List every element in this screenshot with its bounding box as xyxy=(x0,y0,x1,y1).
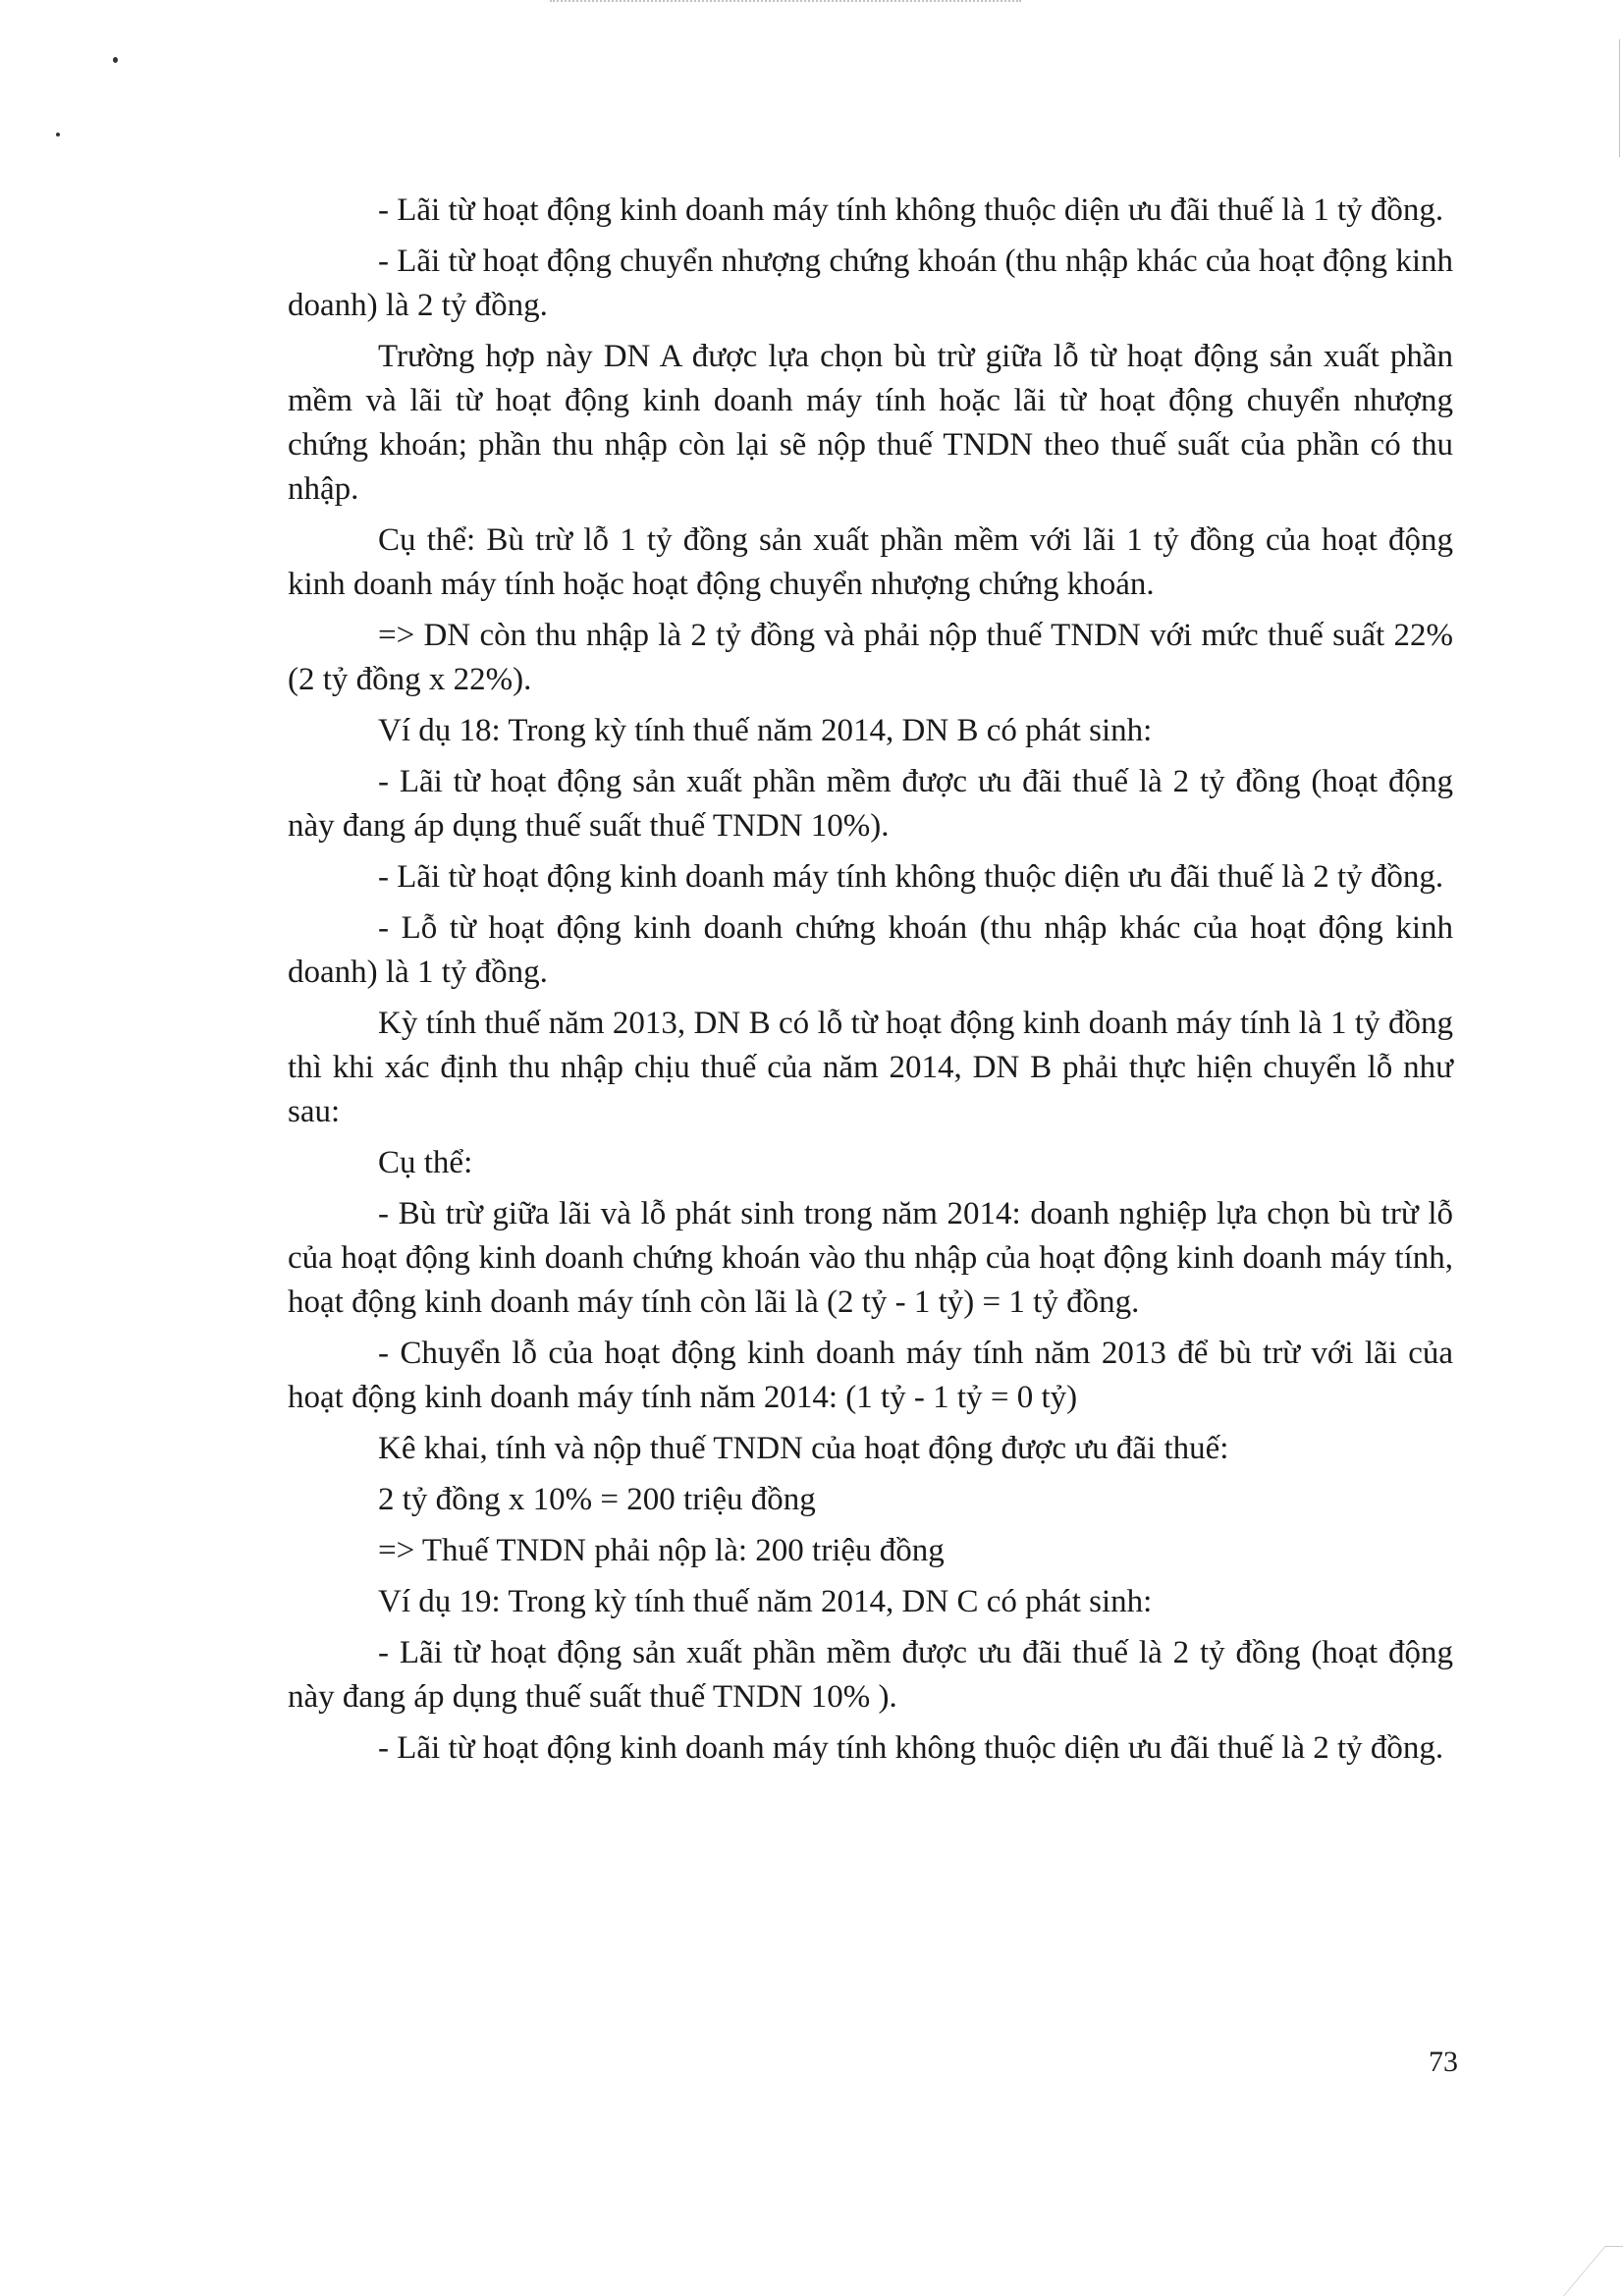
scan-artifact-top xyxy=(550,0,1021,7)
paragraph: - Bù trừ giữa lãi và lỗ phát sinh trong năm 2014: doanh nghiệp lựa chọn bù trừ lỗ của hoạt động kinh doanh chứng khoán vào thu nhập của hoạt động kinh doanh máy tính, hoạt động kinh doanh máy tính còn lãi là (2 tỷ - 1 tỷ) = 1 tỷ đồng. xyxy=(288,1196,1453,1320)
paragraph: - Chuyển lỗ của hoạt động kinh doanh máy tính năm 2013 để bù trừ với lãi của hoạt động kinh doanh máy tính năm 2014: (1 tỷ - 1 tỷ = 0 tỷ) xyxy=(288,1336,1453,1415)
paragraph: - Lãi từ hoạt động kinh doanh máy tính không thuộc diện ưu đãi thuế là 1 tỷ đồng. xyxy=(378,192,1444,228)
paragraph: - Lãi từ hoạt động sản xuất phần mềm được ưu đãi thuế là 2 tỷ đồng (hoạt động này đang áp dụng thuế suất thuế TNDN 10% ). xyxy=(288,1635,1453,1715)
paragraph: Kê khai, tính và nộp thuế TNDN của hoạt động được ưu đãi thuế: xyxy=(378,1431,1229,1466)
paragraph: Cụ thể: xyxy=(378,1145,473,1180)
page-number: 73 xyxy=(1429,2046,1458,2078)
scan-speck xyxy=(56,133,60,137)
scan-edge-line xyxy=(1619,39,1620,157)
page-body xyxy=(288,189,1453,1777)
paragraph: - Lỗ từ hoạt động kinh doanh chứng khoán (thu nhập khác của hoạt động kinh doanh) là 1 tỷ đồng. xyxy=(288,910,1453,990)
scan-speck xyxy=(113,57,118,63)
paragraph: => Thuế TNDN phải nộp là: 200 triệu đồng xyxy=(378,1533,945,1568)
paragraph: Kỳ tính thuế năm 2013, DN B có lỗ từ hoạt động kinh doanh máy tính là 1 tỷ đồng thì khi xác định thu nhập chịu thuế của năm 2014, DN B phải thực hiện chuyển lỗ như sau: xyxy=(288,1006,1453,1129)
paragraph: - Lãi từ hoạt động kinh doanh máy tính không thuộc diện ưu đãi thuế là 2 tỷ đồng. xyxy=(378,1730,1444,1766)
paragraph: - Lãi từ hoạt động chuyển nhượng chứng khoán (thu nhập khác của hoạt động kinh doanh) là 2 tỷ đồng. xyxy=(288,244,1453,323)
paragraph: 2 tỷ đồng x 10% = 200 triệu đồng xyxy=(378,1482,816,1517)
paragraph: - Lãi từ hoạt động sản xuất phần mềm được ưu đãi thuế là 2 tỷ đồng (hoạt động này đang áp dụng thuế suất thuế TNDN 10%). xyxy=(288,764,1453,844)
scan-corner-mark xyxy=(1563,2246,1623,2296)
paragraph: => DN còn thu nhập là 2 tỷ đồng và phải nộp thuế TNDN với mức thuế suất 22% (2 tỷ đồng x 22%). xyxy=(288,618,1453,697)
paragraph: Ví dụ 18: Trong kỳ tính thuế năm 2014, DN B có phát sinh: xyxy=(378,713,1153,748)
paragraph: Trường hợp này DN A được lựa chọn bù trừ giữa lỗ từ hoạt động sản xuất phần mềm và lãi từ hoạt động kinh doanh máy tính hoặc lãi từ hoạt động chuyển nhượng chứng khoán; phần thu nhập còn lại sẽ nộp thuế TNDN theo thuế suất của phần có thu nhập. xyxy=(288,339,1453,507)
paragraph: Cụ thể: Bù trừ lỗ 1 tỷ đồng sản xuất phần mềm với lãi 1 tỷ đồng của hoạt động kinh doanh máy tính hoặc hoạt động chuyển nhượng chứng khoán. xyxy=(288,522,1453,602)
paragraph: Ví dụ 19: Trong kỳ tính thuế năm 2014, DN C có phát sinh: xyxy=(378,1584,1153,1619)
paragraph: - Lãi từ hoạt động kinh doanh máy tính không thuộc diện ưu đãi thuế là 2 tỷ đồng. xyxy=(378,859,1444,895)
